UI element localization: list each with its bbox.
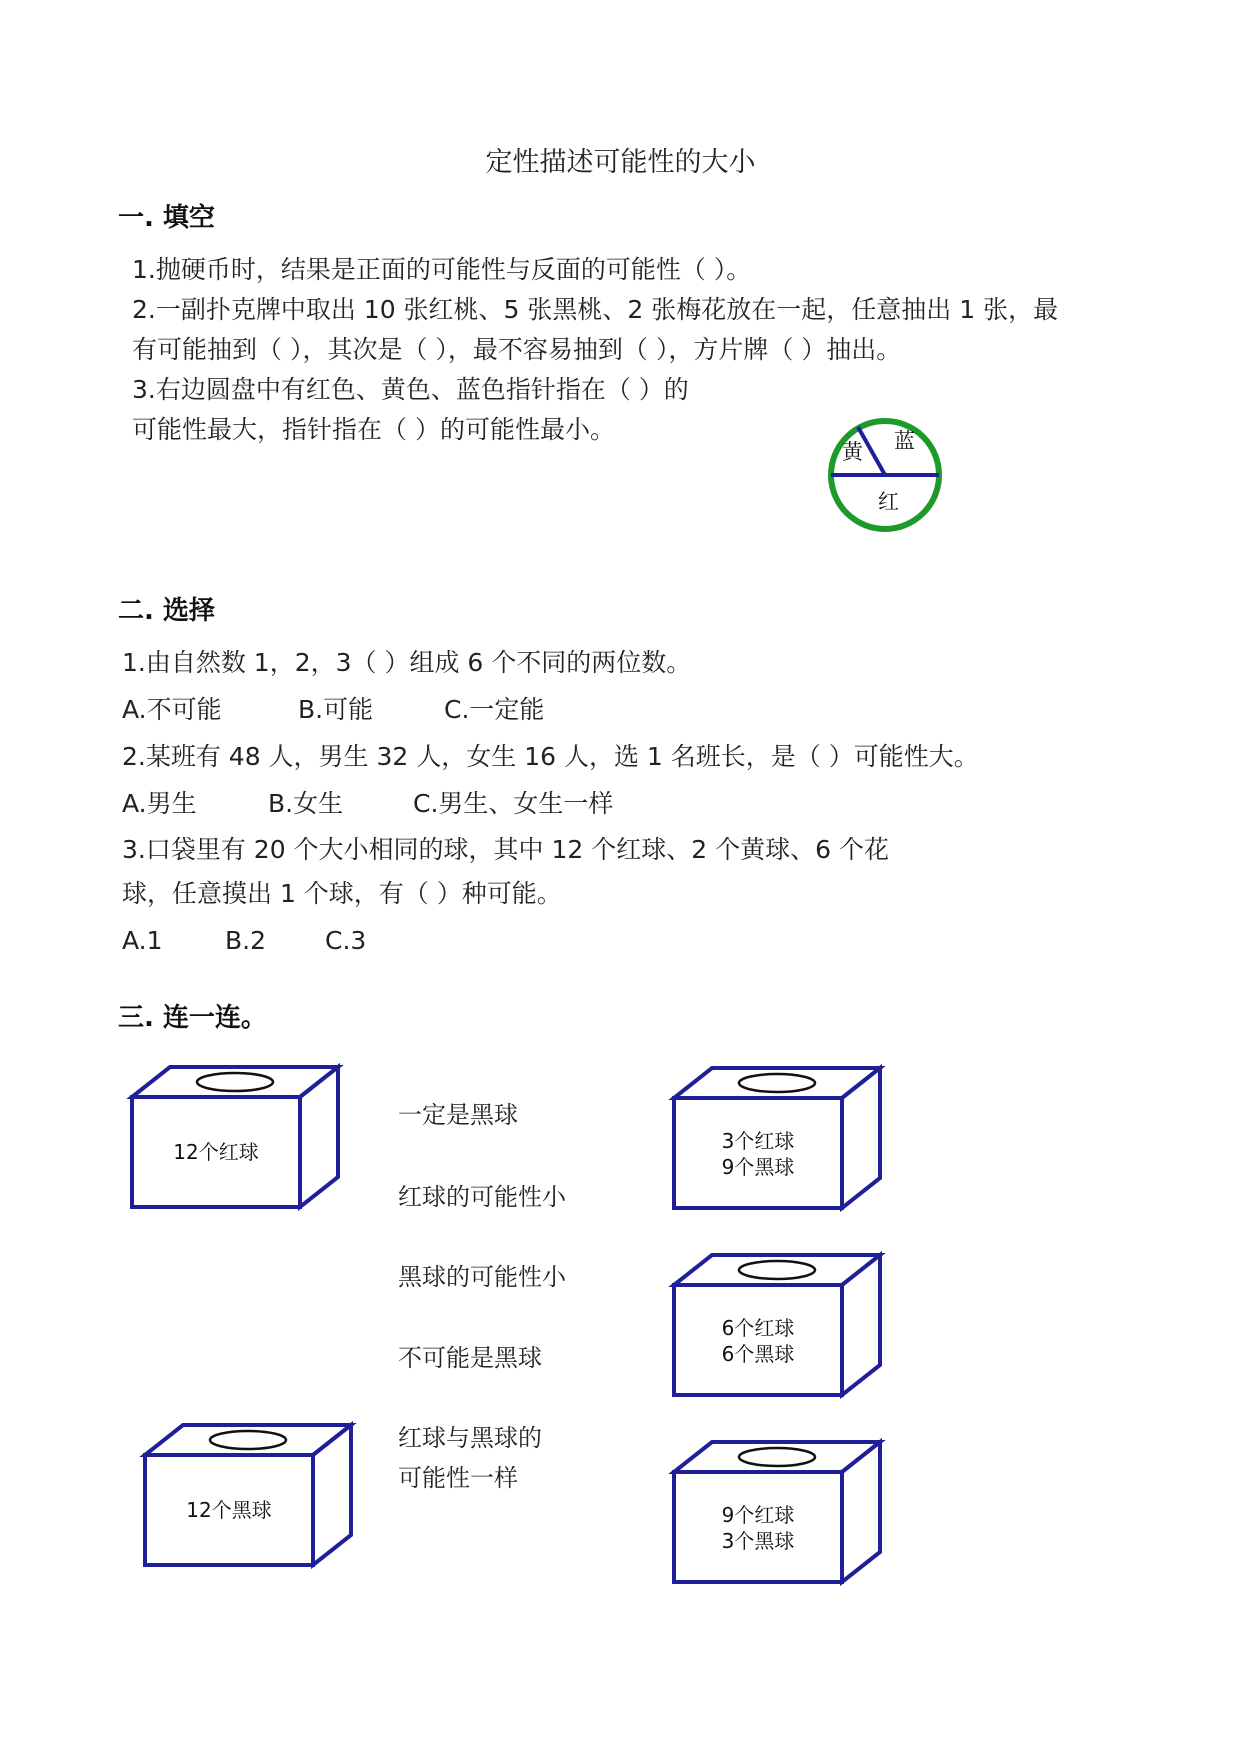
choice-question-1: 1.由自然数 1，2，3（ ）组成 6 个不同的两位数。 — [122, 648, 692, 677]
section-1-heading: 一. 填空 — [118, 203, 215, 233]
match-option-equal-line-2: 可能性一样 — [398, 1464, 518, 1492]
choice-2-option-a: A.男生 — [122, 789, 197, 818]
box-label: 12个红球 — [173, 1140, 259, 1164]
box-opening — [739, 1074, 815, 1092]
fill-question-2-line-1: 2.一副扑克牌中取出 10 张红桃、5 张黑桃、2 张梅花放在一起，任意抽出 1 张，最 — [132, 295, 1059, 324]
match-option-red-less-likely: 红球的可能性小 — [398, 1183, 566, 1211]
section-3-heading: 三. 连一连。 — [118, 1003, 267, 1033]
box-label-line-1: 6个红球 — [721, 1316, 795, 1340]
box-front-face — [674, 1472, 842, 1582]
choice-3-option-b: B.2 — [225, 926, 267, 955]
match-option-equal-line-1: 红球与黑球的 — [398, 1424, 542, 1452]
choice-1-option-a: A.不可能 — [122, 695, 222, 724]
left-box-red-balls — [130, 1065, 350, 1213]
left-box-black-balls — [143, 1423, 363, 1571]
match-option-certain-black: 一定是黑球 — [398, 1101, 518, 1129]
right-box-3-red-9-black — [672, 1066, 892, 1214]
choice-3-option-a: A.1 — [122, 926, 163, 955]
page-title: 定性描述可能性的大小 — [485, 147, 756, 178]
choice-2-option-b: B.女生 — [268, 789, 344, 818]
box-label-line-2: 9个黑球 — [721, 1155, 795, 1179]
spinner-label-yellow: 黄 — [842, 440, 863, 464]
box-label: 12个黑球 — [186, 1498, 272, 1522]
box-label-line-2: 6个黑球 — [721, 1342, 795, 1366]
fill-question-1: 1.抛硬币时，结果是正面的可能性与反面的可能性（ ）。 — [132, 255, 752, 284]
choice-question-3-line-1: 3.口袋里有 20 个大小相同的球，其中 12 个红球、2 个黄球、6 个花 — [122, 835, 889, 864]
box-opening — [197, 1073, 273, 1091]
spinner-label-blue: 蓝 — [894, 429, 915, 453]
spinner-label-red: 红 — [878, 490, 899, 514]
box-label-line-1: 3个红球 — [721, 1129, 795, 1153]
choice-2-option-c: C.男生、女生一样 — [413, 789, 614, 818]
match-option-black-less-likely: 黑球的可能性小 — [398, 1263, 566, 1291]
fill-question-3-line-1: 3.右边圆盘中有红色、黄色、蓝色指针指在（ ）的 — [132, 375, 689, 404]
box-opening — [739, 1448, 815, 1466]
box-opening — [739, 1261, 815, 1279]
choice-question-2: 2.某班有 48 人，男生 32 人，女生 16 人，选 1 名班长，是（ ）可能性大。 — [122, 742, 979, 771]
box-front-face — [674, 1098, 842, 1208]
spinner-diagram — [820, 410, 950, 540]
right-box-6-red-6-black — [672, 1253, 892, 1401]
fill-question-2-line-2: 有可能抽到（ ），其次是（ ），最不容易抽到（ ），方片牌（ ）抽出。 — [132, 335, 902, 364]
choice-1-option-c: C.一定能 — [444, 695, 545, 724]
choice-3-option-c: C.3 — [325, 926, 367, 955]
box-label-line-2: 3个黑球 — [721, 1529, 795, 1553]
choice-question-3-line-2: 球，任意摸出 1 个球，有（ ）种可能。 — [122, 879, 562, 908]
choice-1-option-b: B.可能 — [298, 695, 374, 724]
section-2-heading: 二. 选择 — [118, 596, 215, 626]
fill-question-3-line-2: 可能性最大，指针指在（ ）的可能性最小。 — [132, 415, 615, 444]
box-front-face — [674, 1285, 842, 1395]
box-label-line-1: 9个红球 — [721, 1503, 795, 1527]
box-opening — [210, 1431, 286, 1449]
right-box-9-red-3-black — [672, 1440, 892, 1588]
match-option-impossible-black: 不可能是黑球 — [398, 1344, 542, 1372]
